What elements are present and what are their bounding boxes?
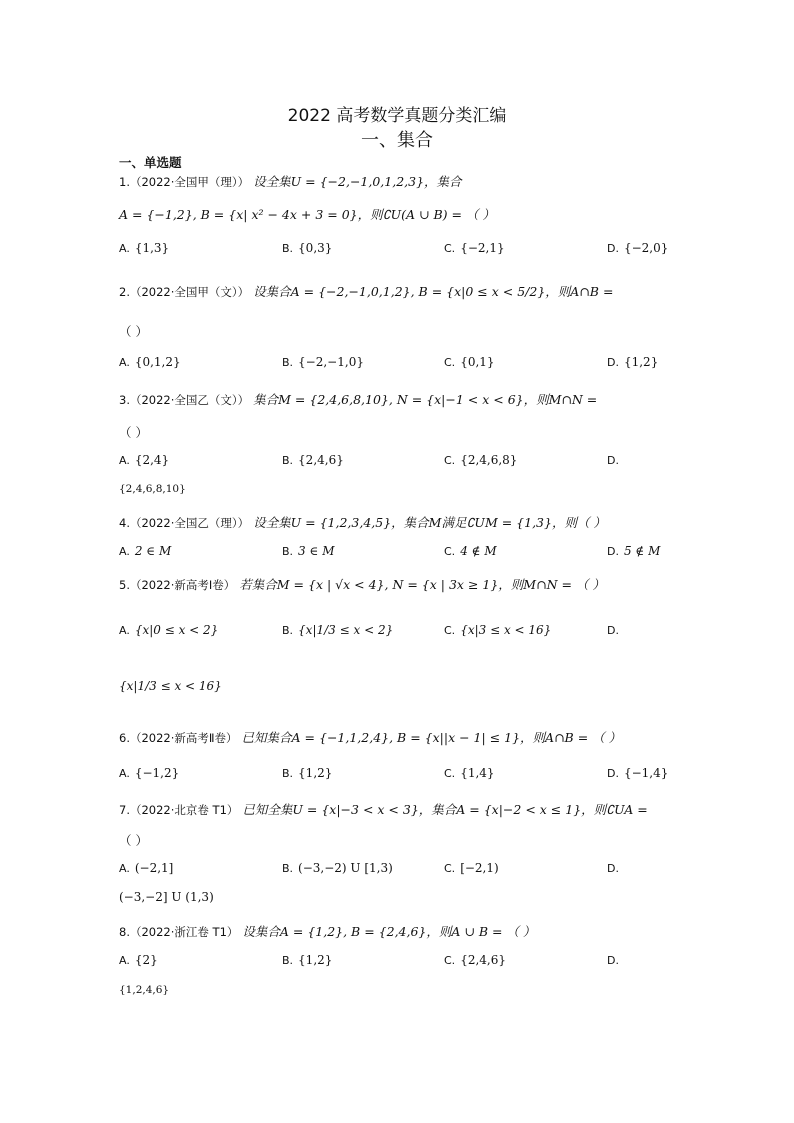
question-2-option-a[interactable]: A. {0,1,2} (119, 355, 181, 369)
question-3-stem (119, 390, 597, 408)
question-2-stem (119, 282, 613, 300)
question-5-option-d-label[interactable]: D. (607, 624, 619, 637)
question-7-option-b[interactable]: B. (−3,−2) U [1,3) (282, 861, 393, 875)
question-7-source: 7.（2022·北京卷 T1） (119, 803, 239, 817)
question-1-option-b[interactable]: B. {0,3} (282, 241, 333, 255)
question-1-option-a[interactable]: A. {1,3} (119, 241, 170, 255)
question-8-stem (119, 922, 535, 940)
document-title: 2022 高考数学真题分类汇编 (287, 106, 507, 126)
question-4-option-c[interactable]: C. 4 ∉ M (444, 544, 497, 558)
question-3-option-b[interactable]: B. {2,4,6} (282, 453, 344, 467)
question-6-line-1: 已知集合A = {−1,1,2,4}, B = {x||x − 1| ≤ 1}，则A∩B = （ ） (241, 730, 622, 745)
question-2-line-1: 设集合A = {−2,−1,0,1,2}, B = {x|0 ≤ x < 5/2}，则A∩B = (253, 284, 614, 299)
question-3-line-1: 集合M = {2,4,6,8,10}, N = {x|−1 < x < 6}，则M∩N = (253, 392, 598, 407)
question-7-option-d-value[interactable]: (−3,−2] U (1,3) (119, 890, 214, 904)
question-6-option-c[interactable]: C. {1,4} (444, 766, 495, 780)
question-3-option-a[interactable]: A. {2,4} (119, 453, 170, 467)
question-2-option-b[interactable]: B. {−2,−1,0} (282, 355, 364, 369)
question-4-line-1: 设全集U = {1,2,3,4,5}，集合M满足∁UM = {1,3}，则（ ） (253, 515, 606, 530)
question-8-option-d-value[interactable]: {1,2,4,6} (119, 984, 170, 996)
question-2-option-c[interactable]: C. {0,1} (444, 355, 495, 369)
question-8-option-b[interactable]: B. {1,2} (282, 953, 333, 967)
question-3-source: 3.（2022·全国乙（文）） (119, 393, 250, 407)
question-3-option-d-label[interactable]: D. (607, 454, 619, 467)
question-5-option-a[interactable]: A. {x|0 ≤ x < 2} (119, 623, 219, 637)
chapter-title: 一、集合 (361, 130, 433, 151)
question-5-line-1: 若集合M = {x | √x < 4}, N = {x | 3x ≥ 1}，则M∩N = （ ） (239, 577, 605, 592)
question-4-stem (119, 513, 606, 531)
question-7-option-d-label[interactable]: D. (607, 862, 619, 875)
question-6-source: 6.（2022·新高考Ⅱ卷） (119, 731, 238, 745)
question-4-option-a[interactable]: A. 2 ∈ M (119, 544, 172, 558)
question-8-option-d-label[interactable]: D. (607, 954, 619, 967)
question-7-stem (119, 800, 648, 818)
question-4-option-b[interactable]: B. 3 ∈ M (282, 544, 335, 558)
question-7-option-a[interactable]: A. (−2,1] (119, 861, 174, 875)
question-8-line-1: 设集合A = {1,2}, B = {2,4,6}，则A ∪ B = （ ） (242, 924, 536, 939)
question-1-stem (119, 172, 462, 190)
question-2-line-2: （ ） (119, 324, 148, 339)
question-1-option-d[interactable]: D. {−2,0} (607, 241, 669, 255)
question-3-option-c[interactable]: C. {2,4,6,8} (444, 453, 518, 467)
question-5-stem (119, 575, 605, 593)
question-3-option-d-value[interactable]: {2,4,6,8,10} (119, 483, 186, 495)
question-6-option-b[interactable]: B. {1,2} (282, 766, 333, 780)
question-4-option-d[interactable]: D. 5 ∉ M (607, 544, 661, 558)
question-8-option-a[interactable]: A. {2} (119, 953, 158, 967)
question-7-line-1: 已知全集U = {x|−3 < x < 3}，集合A = {x|−2 < x ≤ 1}，则∁UA = (242, 802, 648, 817)
question-6-option-d[interactable]: D. {−1,4} (607, 766, 669, 780)
question-6-option-a[interactable]: A. {−1,2} (119, 766, 180, 780)
question-2-option-d[interactable]: D. {1,2} (607, 355, 659, 369)
question-5-option-d-value[interactable]: {x|1/3 ≤ x < 16} (119, 679, 222, 693)
question-1-line-2: A = {−1,2}, B = {x| x² − 4x + 3 = 0}，则∁U(A ∪ B) = （ ） (119, 207, 495, 222)
question-5-source: 5.（2022·新高考Ⅰ卷） (119, 578, 236, 592)
question-5-option-b[interactable]: B. {x|1/3 ≤ x < 2} (282, 623, 394, 637)
question-5-option-c[interactable]: C. {x|3 ≤ x < 16} (444, 623, 552, 637)
question-1-option-c[interactable]: C. {−2,1} (444, 241, 505, 255)
question-8-option-c[interactable]: C. {2,4,6} (444, 953, 506, 967)
question-4-source: 4.（2022·全国乙（理）） (119, 516, 250, 530)
question-1-source: 1.（2022·全国甲（理）） (119, 175, 250, 189)
question-1-line-1: 设全集U = {−2,−1,0,1,2,3}，集合 (253, 174, 462, 189)
question-2-source: 2.（2022·全国甲（文）） (119, 285, 250, 299)
question-3-line-2: （ ） (119, 425, 148, 440)
section-heading: 一、单选题 (119, 155, 182, 170)
question-6-stem (119, 728, 621, 746)
question-7-line-2: （ ） (119, 833, 148, 848)
question-8-source: 8.（2022·浙江卷 T1） (119, 925, 239, 939)
question-7-option-c[interactable]: C. [−2,1) (444, 861, 499, 875)
